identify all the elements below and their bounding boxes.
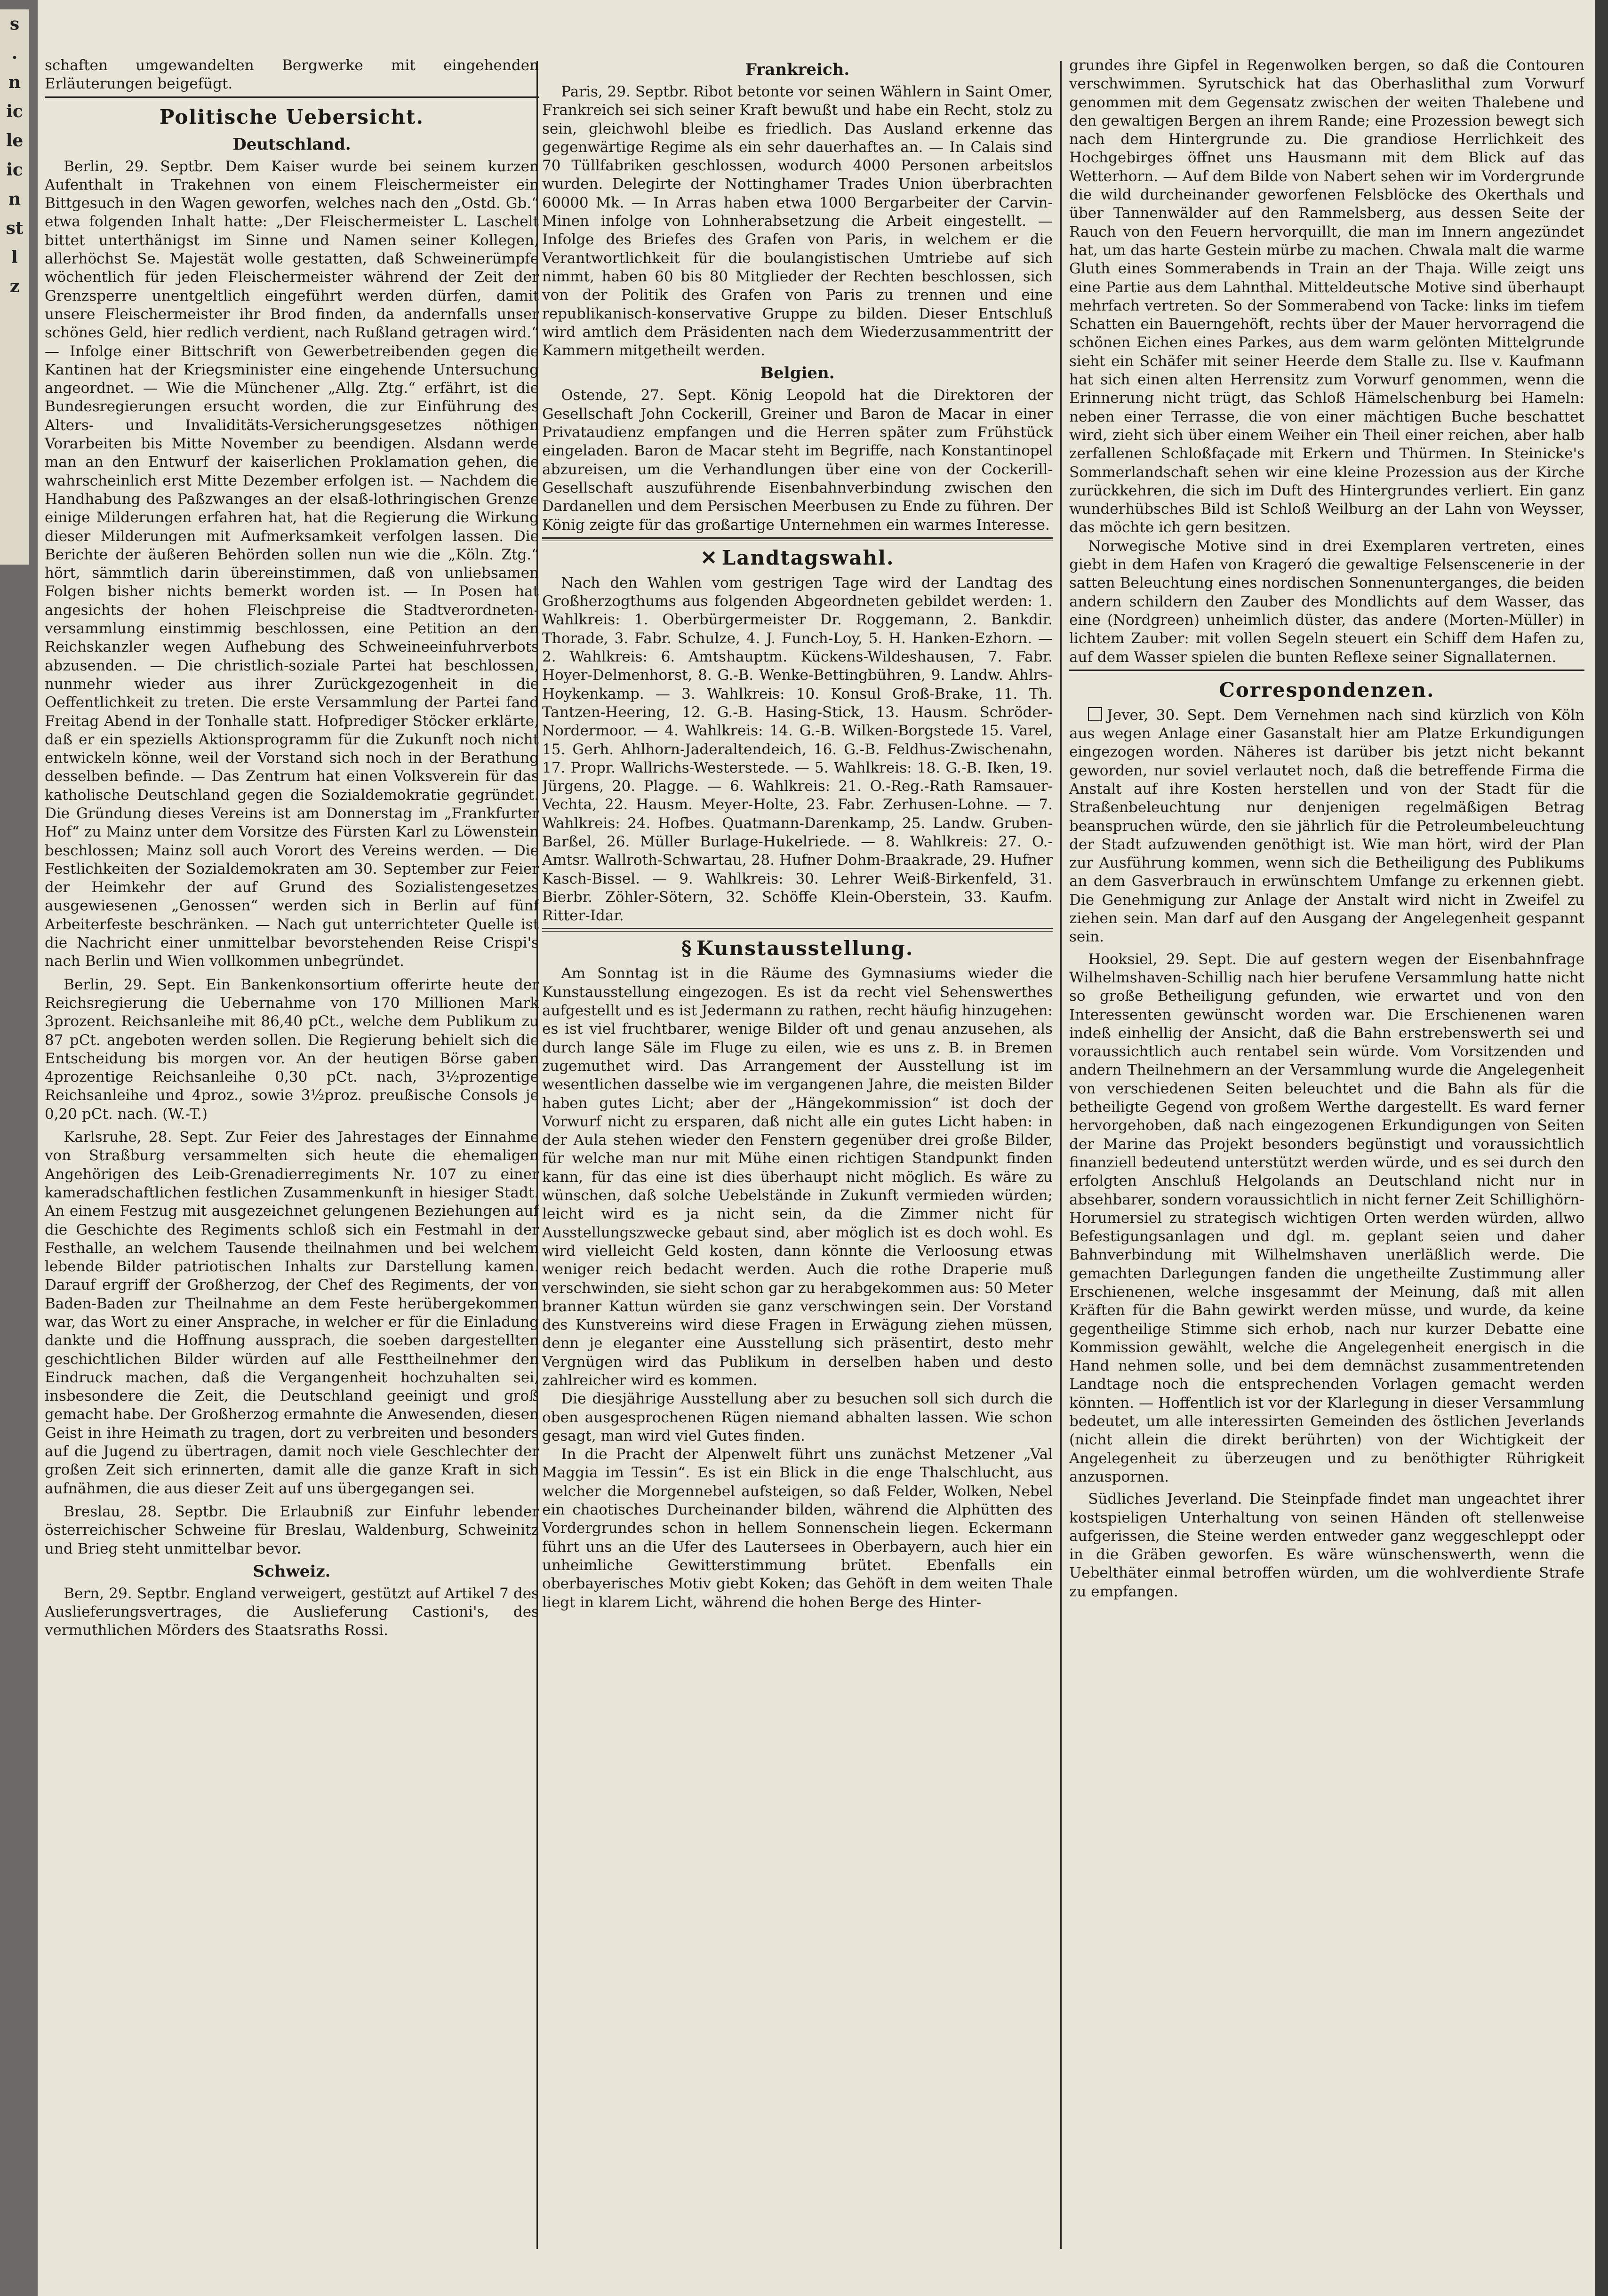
section-title-politische-uebersicht: Politische Uebersicht. bbox=[159, 105, 424, 128]
newspaper-page bbox=[38, 0, 1595, 2296]
article-suedliches-jeverland: Südliches Jeverland. Die Steinpfade findet man ungeachtet ihrer kostspieligen Unterhaltung von seinen Händen oft stellenweise aufgerissen, die Steine werden entweder ganz weggeschleppt oder in die Gräben geworfen. Es wäre wünschenswerth, wenn die Uebelthäter einmal betroffen würden, um die wohlverdiente Strafe zu empfangen. bbox=[1069, 1491, 1584, 1600]
square-marker-icon bbox=[1088, 707, 1102, 721]
column-rule-2 bbox=[1060, 61, 1062, 2249]
column-3 bbox=[1069, 56, 1584, 2268]
double-rule bbox=[542, 928, 1053, 932]
column-1 bbox=[38, 56, 539, 2268]
double-rule bbox=[1069, 670, 1584, 673]
subheading-deutschland: Deutschland. bbox=[232, 135, 351, 154]
previous-page-edge: s . n ic le ic n st l z bbox=[0, 9, 29, 565]
section-mark-icon: ✕ bbox=[700, 546, 718, 569]
article-kunst-1: Am Sonntag ist in die Räume des Gymnasiums wieder die Kunstausstellung eingezogen. Es ist da recht viel Sehenswerthes aufgestellt und es ist Jedermann zu rathen, recht häufig hinzugehen: es ist viel fruchtbarer, wenige Bilder oft und genau anzusehen, als durch lange Säle im Fluge zu eilen, wie es uns z. B. in Bremen zugemuthet wird. Das Arrangement der Ausstellung ist im wesentlichen dasselbe wie im vergangenen Jahre, die meisten Bilder haben gutes Licht; aber der „Hängekommission“ ist doch der Vorwurf nicht zu ersparen, daß nicht alle ein gutes Licht haben: in der Aula stehen wieder den Fenstern gegenüber drei große Bilder, für welche man nur mit Mühe einen richtigen Standpunkt finden kann, für das eine ist dies überhaupt nicht möglich. Es wäre zu wünschen, daß solche Uebelstände in Zukunft vermieden würden; leicht wird es ja nicht sein, da die Zimmer nicht für Ausstellungszwecke gebaut sind, aber möglich ist es doch wohl. Es wird vielleicht Geld kosten, dann könnte die Verloosung etwas weniger reich bedacht werden. Auch die rothe Draperie muß verschwinden, sie sieht schon gar zu herabgekommen aus: 50 Meter branner Kattun würden sie ganz verschwingen sein. Der Vorstand des Kunstvereins wird diese Fragen in Erwägung ziehen müssen, denn je eleganter eine Ausstellung sich präsentirt, desto mehr Vergnügen wird das Publikum in derselben haben und desto zahlreicher wird es kommen. bbox=[542, 965, 1053, 1389]
article-kunst-continued-1: grundes ihre Gipfel in Regenwolken bergen, so daß die Contouren verschwimmen. Syrutschick hat das Oberhaslithal zum Vorwurf genommen mit dem Gegensatz zwischen der weiten Thalebene und den gewaltigen Bergen an ihrem Rande; eine Prozession bewegt sich nach dem Hintergrunde zu. Die grandiose Herrlichkeit des Hochgebirges öffnet uns Hausmann mit dem Blick auf das Wetterhorn. — Auf dem Bilde von Nabert sehen wir im Vordergrunde die wild durcheinander geworfenen Felsblöcke des Okerthals und über Tannenwälder auf den Rammelsberg, aus dessen Seite der Rauch von den Feuern hervorquillt, die man im Innern angezündet hat, um das harte Gestein mürbe zu machen. Chwala malt die warme Gluth eines Sommerabends in Train an der Thaja. Wille zeigt uns eine Partie aus dem Lahnthal. Mitteldeutsche Motive sind überhaupt mehrfach vertreten. So der Sommerabend von Tacke: links im tiefem Schatten ein Bauerngehöft, rechts über der Mauer hervorragend die schönen Eichen eines Parkes, aus dem warm gelönten Mittelgrunde sieht ein Schäfer mit seiner Heerde dem Stalle zu. Ilse v. Kaufmann hat sich einen alten Herrensitz zum Vorwurf genommen, wenn die Erinnerung nicht trügt, das Schloß Hämelschenburg bei Hameln: neben einer Terrasse, die von einer mächtigen Buche beschattet wird, zieht sich über einem Weiher ein Theil einer reichen, aber halb zerfallenen Schloßfaçade mit Erkern und Thürmen. In Steinicke's Sommerlandschaft sehen wir eine kleine Prozession aus der Kirche zurückkehren, die sich im Duft des Hintergrundes verliert. Ein ganz wunderhübsches Bild ist Schloß Weilburg an der Lahn von Weysser, das möchte ich gern besitzen. bbox=[1069, 57, 1584, 536]
article-bern: Bern, 29. Septbr. England verweigert, gestützt auf Artikel 7 des Auslieferungsvertrages, die Auslieferung Castioni's, des vermuthlichen Mörders des Staatsraths Rossi. bbox=[45, 1585, 539, 1639]
article-breslau: Breslau, 28. Septbr. Die Erlaubniß zur Einfuhr lebender österreichischer Schweine für Breslau, Waldenburg, Schweinitz und Brieg steht unmittelbar bevor. bbox=[45, 1503, 539, 1557]
section-title-correspondenzen: Correspondenzen. bbox=[1219, 678, 1435, 702]
subheading-frankreich: Frankreich. bbox=[745, 60, 850, 79]
article-kunst-continued-2: Norwegische Motive sind in drei Exemplaren vertreten, eines giebt in dem Hafen von Krageró die gewaltige Felsenscenerie in der satten Beleuchtung eines nordischen Sonnenunterganges, die beiden andern schildern den Zauber des Mondlichts auf dem Wasser, das eine (Nordgreen) unheimlich düster, das andere (Morten-Müller) in lichtem Zauber: mit vollen Segeln steuert ein Schiff dem Hafen zu, auf dem Wasser spielen die bunten Reflexe seiner Signallaternen. bbox=[1069, 537, 1584, 666]
article-jever: Jever, 30. Sept. Dem Vernehmen nach sind kürzlich von Köln aus wegen Anlage einer Gasanstalt hier am Platze Erkundigungen eingezogen worden. Näheres ist darüber bis jetzt nicht bekannt geworden, nur soviel verlautet noch, daß die betreffende Firma die Anstalt auf ihre Kosten herstellen und von der Stadt für die Straßenbeleuchtung nur denjenigen regelmäßigen Betrag beanspruchen würde, den sie jährlich für die Petroleumbeleuchtung der Stadt aufzuwenden genöthigt ist. Wie man hört, wird der Plan zur Ausführung kommen, wenn sich die Betheiligung des Publikums an dem Gasverbrauch in erwünschtem Umfange zu erkennen giebt. Die Genehmigung zur Anlage der Anstalt wird nicht in Zweifel zu ziehen sein. Man darf auf den Ausgang der Angelegenheit gespannt sein. bbox=[1069, 706, 1584, 946]
intro-paragraph: schaften umgewandelten Bergwerke mit eingehenden Erläuterungen beigefügt. bbox=[45, 57, 539, 93]
subheading-schweiz: Schweiz. bbox=[253, 1562, 331, 1581]
section-mark-icon: § bbox=[681, 937, 693, 960]
article-kunst-2: Die diesjährige Ausstellung aber zu besuchen soll sich durch die oben ausgesprochenen Rügen niemand abhalten lassen. Wie schon gesagt, man wird viel Gutes finden. bbox=[542, 1390, 1053, 1444]
section-title-kunstausstellung: § Kunstausstellung. bbox=[681, 937, 914, 960]
double-rule bbox=[45, 96, 539, 100]
article-hooksiel: Hooksiel, 29. Sept. Die auf gestern wegen der Eisenbahnfrage Wilhelmshaven-Schillig nach hier berufene Versammlung hatte nicht so große Betheiligung gefunden, wie erwartet und von den Interessenten gewünscht worden war. Die Erschienenen waren indeß einhellig der Ansicht, daß die Bahn erstrebenswerth sei und voraussichtlich auch rentabel sein würde. Vom Vorsitzenden und andern Theilnehmern an der Versammlung wurde die Angelegenheit von verschiedenen Seiten beleuchtet und die Bahn als für die betheiligte Gegend von großem Werthe dargestellt. Es ward ferner hervorgehoben, daß nach eingezogenen Erkundigungen von Seiten der Marine das Projekt besonders begünstigt und voraussichtlich finanziell bedeutend unterstützt werden würde, und es sei durch den erfolgten Anschluß Helgolands an Deutschland nicht nur in absehbarer, sondern voraussichtlich in nicht ferner Zeit Schillighörn-Horumersiel zu strategisch wichtigen Orten werden würden, allwo Befestigungsanlagen und dgl. m. geplant seien und daher Bahnverbindung mit Wilhelmshaven unerläßlich werde. Die gemachten Darlegungen fanden die ungetheilte Zustimmung aller Erschienenen, welche insgesammt der Meinung, daß mit allen Kräften für die Bahn gewirkt werden müsse, und wurde, da keine gegentheilige Stimme sich erhob, nach nur kurzer Debatte eine Kommission gewählt, welche die Angelegenheit energisch in die Hand nehmen solle, und bei dem demnächst zusammentretenden Landtage noch die entsprechenden Vorlagen gemacht werden könnten. — Hoffentlich ist vor der Klarlegung in dieser Versammlung bedeutet, um alle interessirten Gemeinden des östlichen Jeverlands (nicht allein die direkt berührten) von der Wichtigkeit der Angelegenheit zu überzeugen und zu benöthigter Rührigkeit anzuspornen. bbox=[1069, 950, 1584, 1485]
article-berlin-2: Berlin, 29. Sept. Ein Bankenkonsortium offerirte heute der Reichsregierung die Uebernahme von 170 Millionen Mark 3prozent. Reichsanleihe mit 86,40 pCt., welche dem Publikum zu 87 pCt. angeboten werden sollen. Die Regierung behielt sich die Entscheidung bis morgen vor. An der heutigen Börse gaben 4prozentige Reichsanleihe 0,30 pCt. nach, 3½prozentige Reichsanleihe und 4proz., sowie 3½proz. preußische Consols je 0,20 pCt. nach. (W.-T.) bbox=[45, 976, 539, 1123]
article-ostende: Ostende, 27. Sept. König Leopold hat die Direktoren der Gesellschaft John Cockerill, Greiner und Baron de Macar in einer Privataudienz empfangen und die Herren später zum Frühstück eingeladen. Baron de Macar steht im Begriffe, nach Konstantinopel abzureisen, um die Verhandlungen über eine von der Cockerill-Gesellschaft auszuführende Eisenbahnverbindung zwischen den Dardanellen und dem Persischen Meerbusen zu Ende zu führen. Der König zeigte für das großartige Unternehmen ein warmes Interesse. bbox=[542, 387, 1053, 534]
subheading-belgien: Belgien. bbox=[760, 364, 835, 383]
article-berlin-1: Berlin, 29. Septbr. Dem Kaiser wurde bei seinem kurzen Aufenthalt in Trakehnen von einem Fleischermeister ein Bittgesuch in den Wagen geworfen, welches nach den „Ostd. Gb.“ etwa folgenden Inhalt hatte: „Der Fleischermeister L. Laschelt bittet unterthänigst im Sinne und Namen seiner Kollegen, allerhöchst Se. Majestät wolle gestatten, daß Schweinerümpfe wöchentlich für jeden Fleischermeister während der Zeit der Grenzsperre unentgeltlich eingeführt werden dürfen, damit unsere Fleischermeister ihr Brod finden, da andernfalls unser schönes Geld, hier redlich verdient, nach Rußland getragen wird.“ — Infolge einer Bittschrift von Gewerbetreibenden gegen die Kantinen hat der Kriegsminister eine eingehende Untersuchung angeordnet. — Wie die Münchener „Allg. Ztg.“ erfährt, ist die Bundesregierungen ersucht worden, die zur Einführung des Alters- und Invaliditäts-Versicherungsgesetzes nöthigen Vorarbeiten bis Mitte November zu beendigen. Alsdann werde man an den Entwurf der kaiserlichen Proklamation gehen, die wahrscheinlich erst Mitte Dezember erfolgen ist. — Nachdem die Handhabung des Paßzwanges an der elsaß-lothringischen Grenze einige Milderungen erfahren hat, hat die Regierung die Wirkung dieser Milderungen mit Aufmerksamkeit verfolgen lassen. Die Berichte der äußeren Behörden sollen nun wie die „Köln. Ztg.“ hört, sämmtlich darin übereinstimmen, daß von unliebsamen Folgen bisher nichts bemerkt worden ist. — In Posen hat angesichts der hohen Fleischpreise die Stadtverordneten-versammlung einstimmig beschlossen, eine Petition an den Reichskanzler wegen Aufhebung des Schweineeinfuhrverbots abzusenden. — Die christlich-soziale Partei hat beschlossen, nunmehr wieder aus ihrer Zurückgezogenheit in die Oeffentlichkeit zu treten. Die erste Versammlung der Partei fand Freitag Abend in der Tonhalle statt. Hofprediger Stöcker erklärte, daß er ein speziells Aktionsprogramm für die Zukunft noch nicht entwickeln könne, weil der Vorstand sich noch in der Berathung desselben befinde. — Das Zentrum hat einen Volksverein für das katholische Deutschland gegen die Sozialdemokratie gegründet. Die Gründung dieses Vereins ist am Donnerstag im „Frankfurter Hof“ zu Mainz unter dem Vorsitze des Fürsten Karl zu Löwenstein beschlossen; Mainz soll auch Vorort des Vereins werden. — Die Festlichkeiten der Sozialdemokraten am 30. September zur Feier der Heimkehr der auf Grund des Sozialistengesetzes ausgewiesenen „Genossen“ werden sich in Berlin auf fünf Arbeiterfeste beschränken. — Nach gut unterrichteter Quelle ist die Nachricht einer unmittelbar bevorstehenden Reise Crispi's nach Berlin und Wien vollkommen unbegründet. bbox=[45, 158, 539, 970]
column-2 bbox=[542, 56, 1053, 2268]
article-paris: Paris, 29. Septbr. Ribot betonte vor seinen Wählern in Saint Omer, Frankreich sei sich seiner Kraft bewußt und habe ein Recht, stolz zu sein, gleichwohl bleibe es friedlich. Das Ausland erkenne das gegenwärtige Regime als ein sehr dauerhaftes an. — In Calais sind 70 Tüllfabriken geschlossen, wodurch 4000 Personen arbeitslos wurden. Delegirte der Nottinghamer Trades Union überbrachten 60000 Mk. — In Arras haben etwa 1000 Bergarbeiter der Carvin-Minen infolge von Lohnherabsetzung die Arbeit eingestellt. — Infolge des Briefes des Grafen von Paris, in welchem er die Verantwortlichkeit für die boulangistischen Umtriebe auf sich nimmt, haben 60 bis 80 Mitglieder der Rechten beschlossen, sich von der Politik des Grafen von Paris zu trennen und eine republikanisch-konservative Gruppe zu bilden. Dieser Entschluß wird amtlich dem Präsidenten nach dem Wiederzusammentritt der Kammern mitgetheilt werden. bbox=[542, 83, 1053, 359]
article-kunst-3: In die Pracht der Alpenwelt führt uns zunächst Metzener „Val Maggia im Tessin“. Es ist ein Blick in die enge Thalschlucht, aus welcher die Morgennebel aufsteigen, so daß Felder, Wolken, Nebel ein chaotisches Durcheinander bilden, während die Alphütten des Vordergrundes schon in hellem Sonnenschein liegen. Eckermann führt uns an die Ufer des Lautersees in Oberbayern, auch hier ein unheimliche Gewitterstimmung brütet. Ebenfalls ein oberbayerisches Motiv giebt Koken; das Gehöft in dem weiten Thale liegt in klarem Licht, während die hohen Berge des Hinter- bbox=[542, 1446, 1053, 1611]
article-karlsruhe: Karlsruhe, 28. Sept. Zur Feier des Jahrestages der Einnahme von Straßburg versammelten sich heute die ehemaligen Angehörigen des Leib-Grenadierregiments Nr. 107 zu einer kameradschaftlichen festlichen Zusammenkunft in hiesiger Stadt. An einem Festzug mit ausgezeichnet gelungenen Beziehungen auf die Geschichte des Regiments schloß sich ein Festmahl in der Festhalle, an welchem Tausende theilnahmen und bei welchem lebende Bilder patriotischen Inhalts zur Darstellung kamen. Darauf ergriff der Großherzog, der Chef des Regiments, der von Baden-Baden zur Theilnahme an dem Feste herübergekommen war, das Wort zu einer Ansprache, in welcher er für die Einladung dankte und die Hoffnung aussprach, die soeben dargestellten geschichtlichen Bilder würden auf alle Festtheilnehmer den Eindruck machen, daß die Vergangenheit hochzuhalten sei, insbesondere die Zeit, die Deutschland geeinigt und groß gemacht habe. Der Großherzog ermahnte die Anwesenden, diesen Geist in ihre Heimath zu tragen, dort zu verbreiten und besonders auf die Jugend zu übertragen, damit noch viele Geschlechter der großen Zeit sich erinnerten, damit alle die ganze Kraft in sich aufnähmen, die aus dieser Zeit auf uns übergegangen sei. bbox=[45, 1129, 539, 1497]
article-landtagswahl: Nach den Wahlen vom gestrigen Tage wird der Landtag des Großherzogthums aus folgenden Abgeordneten gebildet werden: 1. Wahlkreis: 1. Oberbürgermeister Dr. Roggemann, 2. Bankdir. Thorade, 3. Fabr. Schulze, 4. J. Funch-Loy, 5. H. Hanken-Ezhorn. — 2. Wahlkreis: 6. Amtshauptm. Kückens-Wildeshausen, 7. Fabr. Hoyer-Delmenhorst, 8. G.-B. Wenke-Bettingbühren, 9. Landw. Ahlrs-Hoykenkamp. — 3. Wahlkreis: 10. Konsul Groß-Brake, 11. Th. Tantzen-Heering, 12. G.-B. Hasing-Stick, 13. Hausm. Schröder-Nordermoor. — 4. Wahlkreis: 14. G.-B. Wilken-Borgstede 15. Varel, 15. Gerh. Ahlhorn-Jaderaltendeich, 16. G.-B. Feldhus-Zwischenahn, 17. Propr. Wallrichs-Westerstede. — 5. Wahlkreis: 18. G.-B. Iken, 19. Jürgens, 20. Plagge. — 6. Wahlkreis: 21. O.-Reg.-Rath Ramsauer-Vechta, 22. Hausm. Meyer-Holte, 23. Fabr. Zerhusen-Lohne. — 7. Wahlkreis: 24. Hofbes. Quatmann-Darenkamp, 25. Landw. Gruben-Barßel, 26. Müller Burlage-Hukelriede. — 8. Wahlkreis: 27. O.-Amtsr. Wallroth-Schwartau, 28. Hufner Dohm-Braakrade, 29. Hufner Kasch-Bissel. — 9. Wahlkreis: 30. Lehrer Weiß-Birkenfeld, 31. Bierbr. Zöhler-Sötern, 32. Schöffe Klein-Oberstein, 33. Kaufm. Ritter-Idar. bbox=[542, 574, 1053, 925]
double-rule bbox=[542, 537, 1053, 541]
section-title-landtagswahl: ✕ Landtagswahl. bbox=[700, 546, 895, 569]
